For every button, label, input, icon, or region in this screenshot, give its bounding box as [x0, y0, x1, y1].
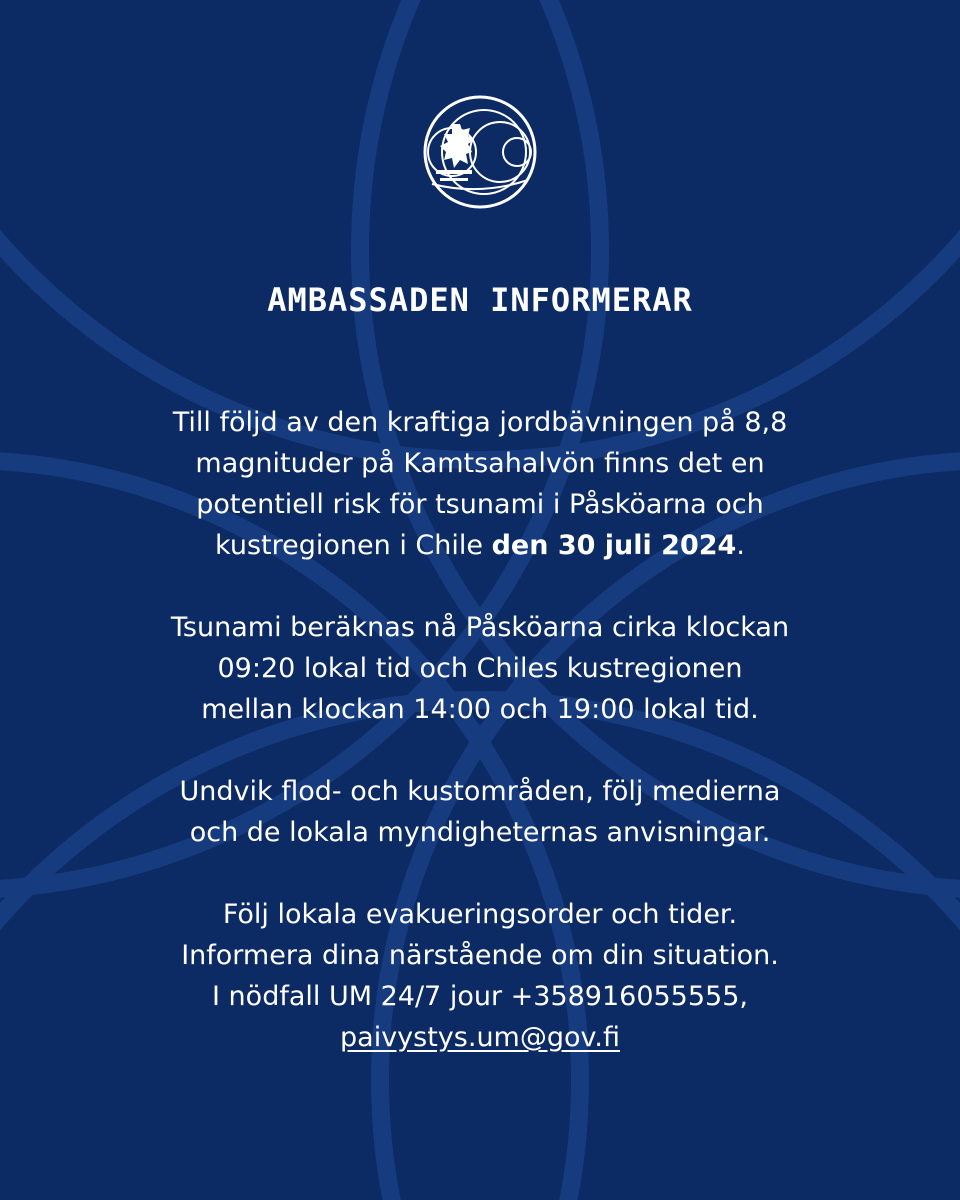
text-line: Följ lokala evakueringsorder och tider.	[222, 899, 738, 930]
text-line: potentiell risk för tsunami i Påsköarna och	[196, 489, 764, 520]
text-line: 09:20 lokal tid och Chiles kustregionen	[217, 653, 743, 684]
announcement-body	[60, 402, 900, 1058]
text-line: magnituder på Kamtsahalvön finns det en	[195, 448, 765, 479]
text-line: Undvik flod- och kustområden, följ medierna	[179, 776, 781, 807]
date-highlight: den 30 juli 2024	[491, 530, 737, 561]
text-line: Till följd av den kraftiga jordbävningen på 8,8	[172, 407, 788, 438]
contact-paragraph	[60, 894, 900, 1058]
tsunami-timing-paragraph	[60, 607, 900, 730]
text-line: Tsunami beräknas nå Påsköarna cirka klockan	[170, 612, 790, 643]
earthquake-paragraph	[60, 402, 900, 566]
email-link[interactable]: paivystys.um@gov.fi	[340, 1022, 620, 1053]
text-line: mellan klockan 14:00 och 19:00 lokal tid.	[201, 694, 759, 725]
text-line: kustregionen i Chile	[215, 530, 492, 561]
finnish-lion-emblem-icon	[422, 94, 538, 210]
page-title: AMBASSADEN INFORMERAR	[267, 281, 693, 319]
safety-advice-paragraph	[60, 771, 900, 853]
text-line: .	[736, 530, 745, 561]
text-line: och de lokala myndigheternas anvisningar.	[189, 817, 771, 848]
text-line: Informera dina närstående om din situation.	[181, 940, 779, 971]
text-line: I nödfall UM 24/7 jour +358916055555,	[212, 981, 748, 1012]
